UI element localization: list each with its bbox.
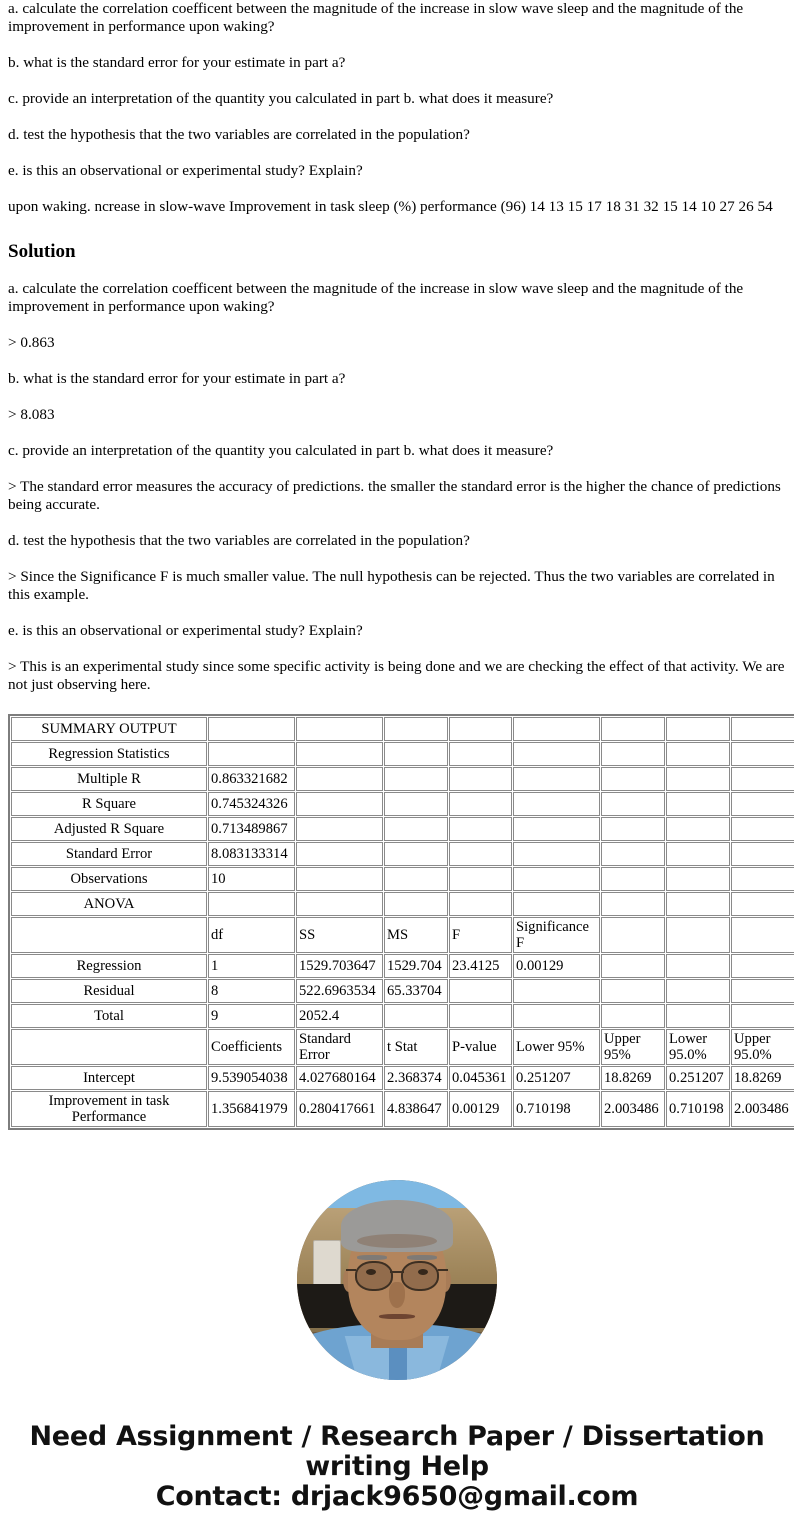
solution-answer-c: > The standard error measures the accuracy of predictions. the smaller the standard error is the higher the chance of predictions being accurate. bbox=[8, 478, 781, 514]
table-cell bbox=[384, 1004, 448, 1028]
table-cell: 1.356841979 bbox=[208, 1091, 295, 1127]
table-cell: 2.003486 bbox=[731, 1091, 794, 1127]
table-row-label: Regression Statistics bbox=[11, 742, 207, 766]
table-cell: 0.251207 bbox=[666, 1066, 730, 1090]
table-cell bbox=[731, 979, 794, 1003]
table-cell: 2.368374 bbox=[384, 1066, 448, 1090]
table-cell bbox=[384, 842, 448, 866]
table-cell bbox=[666, 817, 730, 841]
table-cell bbox=[449, 842, 512, 866]
table-cell: 9 bbox=[208, 1004, 295, 1028]
solution-question-e: e. is this an observational or experimental study? Explain? bbox=[8, 621, 363, 639]
table-cell: 0.280417661 bbox=[296, 1091, 383, 1127]
table-cell bbox=[666, 717, 730, 741]
table-cell bbox=[513, 817, 600, 841]
table-row bbox=[11, 867, 794, 891]
avatar-glasses-lens-right bbox=[401, 1261, 439, 1291]
table-cell bbox=[666, 742, 730, 766]
table-cell: 8 bbox=[208, 979, 295, 1003]
table-cell: 0.045361 bbox=[449, 1066, 512, 1090]
table-row bbox=[11, 979, 794, 1003]
table-row-label: Intercept bbox=[11, 1066, 207, 1090]
solution-answer-e: > This is an experimental study since some specific activity is being done and we are checking the effect of that activity. We are not just observing here. bbox=[8, 657, 785, 693]
table-cell bbox=[513, 979, 600, 1003]
table-row-label: SUMMARY OUTPUT bbox=[11, 717, 207, 741]
table-cell: t Stat bbox=[384, 1029, 448, 1065]
table-cell bbox=[513, 867, 600, 891]
table-cell bbox=[513, 717, 600, 741]
table-cell bbox=[449, 742, 512, 766]
table-row bbox=[11, 892, 794, 916]
table-cell: Coefficients bbox=[208, 1029, 295, 1065]
table-cell: 0.863321682 bbox=[208, 767, 295, 791]
table-cell bbox=[513, 792, 600, 816]
table-row-label: Regression bbox=[11, 954, 207, 978]
table-cell: SS bbox=[296, 917, 383, 953]
table-cell bbox=[731, 842, 794, 866]
table-cell bbox=[513, 742, 600, 766]
table-cell: MS bbox=[384, 917, 448, 953]
table-cell bbox=[666, 954, 730, 978]
table-row-label: Residual bbox=[11, 979, 207, 1003]
table-cell bbox=[731, 1004, 794, 1028]
solution-question-c: c. provide an interpretation of the quantity you calculated in part b. what does it measure? bbox=[8, 442, 554, 460]
table-cell bbox=[513, 767, 600, 791]
table-cell bbox=[601, 717, 665, 741]
table-cell bbox=[666, 867, 730, 891]
table-cell: 0.745324326 bbox=[208, 792, 295, 816]
table-cell bbox=[296, 892, 383, 916]
table-cell bbox=[296, 717, 383, 741]
table-cell: 0.710198 bbox=[666, 1091, 730, 1127]
table-row bbox=[11, 792, 794, 816]
table-cell: 0.713489867 bbox=[208, 817, 295, 841]
avatar-glasses-bridge bbox=[390, 1271, 404, 1273]
table-cell: 0.00129 bbox=[449, 1091, 512, 1127]
table-row-label: ANOVA bbox=[11, 892, 207, 916]
table-cell bbox=[601, 742, 665, 766]
table-row bbox=[11, 1004, 794, 1028]
table-row-label: Total bbox=[11, 1004, 207, 1028]
table-cell bbox=[449, 717, 512, 741]
avatar-tie bbox=[389, 1348, 407, 1380]
table-cell: 65.33704 bbox=[384, 979, 448, 1003]
table-cell: 2052.4 bbox=[296, 1004, 383, 1028]
table-cell: 4.838647 bbox=[384, 1091, 448, 1127]
solution-answer-b: > 8.083 bbox=[8, 406, 55, 424]
table-cell bbox=[449, 892, 512, 916]
table-cell bbox=[731, 892, 794, 916]
table-cell bbox=[208, 717, 295, 741]
table-cell bbox=[384, 742, 448, 766]
table-cell bbox=[601, 792, 665, 816]
table-cell: 10 bbox=[208, 867, 295, 891]
table-row-label: Improvement in task Performance bbox=[11, 1091, 207, 1127]
table-cell: 23.4125 bbox=[449, 954, 512, 978]
dataset-paragraph: upon waking. ncrease in slow-wave Improvement in task sleep (%) performance (96) 14 13 15 17 18 31 32 15 14 10 27 26 54 bbox=[8, 197, 773, 215]
table-cell bbox=[731, 917, 794, 953]
table-cell bbox=[731, 717, 794, 741]
table-cell bbox=[296, 792, 383, 816]
table-cell bbox=[384, 867, 448, 891]
avatar-glasses-temple-right bbox=[438, 1269, 448, 1271]
table-cell bbox=[731, 867, 794, 891]
table-row bbox=[11, 954, 794, 978]
avatar-nose bbox=[389, 1282, 405, 1308]
avatar-container bbox=[0, 1180, 794, 1380]
solution-question-b: b. what is the standard error for your estimate in part a? bbox=[8, 370, 346, 388]
table-cell bbox=[449, 767, 512, 791]
table-cell bbox=[601, 1004, 665, 1028]
table-cell bbox=[731, 954, 794, 978]
table-cell: 522.6963534 bbox=[296, 979, 383, 1003]
table-cell: Standard Error bbox=[296, 1029, 383, 1065]
table-row-label: R Square bbox=[11, 792, 207, 816]
avatar-eyebrow-left bbox=[357, 1255, 387, 1260]
table-cell: F bbox=[449, 917, 512, 953]
table-cell bbox=[296, 817, 383, 841]
table-row bbox=[11, 917, 794, 953]
table-cell bbox=[384, 892, 448, 916]
table-cell: 1529.704 bbox=[384, 954, 448, 978]
avatar-glasses-lens-left bbox=[355, 1261, 393, 1291]
table-cell bbox=[601, 867, 665, 891]
table-cell bbox=[384, 817, 448, 841]
avatar-forehead-shadow bbox=[357, 1234, 437, 1248]
avatar-glasses-temple-left bbox=[346, 1269, 356, 1271]
avatar-mouth bbox=[379, 1314, 415, 1319]
solution-heading: Solution bbox=[8, 240, 76, 262]
avatar-background-switch bbox=[313, 1240, 341, 1286]
question-c: c. provide an interpretation of the quantity you calculated in part b. what does it measure? bbox=[8, 89, 554, 107]
table-row bbox=[11, 842, 794, 866]
question-d: d. test the hypothesis that the two variables are correlated in the population? bbox=[8, 125, 470, 143]
table-cell bbox=[666, 842, 730, 866]
table-cell bbox=[601, 979, 665, 1003]
questions-section bbox=[0, 0, 794, 216]
table-cell: 1 bbox=[208, 954, 295, 978]
table-cell: P-value bbox=[449, 1029, 512, 1065]
table-cell: Upper 95.0% bbox=[731, 1029, 794, 1065]
table-cell: 0.251207 bbox=[513, 1066, 600, 1090]
table-cell: 1529.703647 bbox=[296, 954, 383, 978]
table-cell: 8.083133314 bbox=[208, 842, 295, 866]
regression-table-body bbox=[11, 717, 794, 1127]
table-cell bbox=[666, 917, 730, 953]
table-cell bbox=[601, 954, 665, 978]
footer-contact-email: Contact: drjack9650@gmail.com bbox=[155, 1481, 639, 1513]
avatar-eyebrow-right bbox=[407, 1255, 437, 1260]
table-cell bbox=[449, 867, 512, 891]
table-cell bbox=[208, 742, 295, 766]
table-row bbox=[11, 817, 794, 841]
table-cell bbox=[513, 842, 600, 866]
table-cell bbox=[513, 1004, 600, 1028]
table-cell bbox=[731, 767, 794, 791]
table-row-label: Adjusted R Square bbox=[11, 817, 207, 841]
table-cell bbox=[601, 892, 665, 916]
table-cell bbox=[208, 892, 295, 916]
table-row bbox=[11, 1029, 794, 1065]
table-cell bbox=[449, 1004, 512, 1028]
table-row-label: Standard Error bbox=[11, 842, 207, 866]
table-cell bbox=[513, 892, 600, 916]
table-row-label: Observations bbox=[11, 867, 207, 891]
table-cell bbox=[601, 842, 665, 866]
table-cell: 0.710198 bbox=[513, 1091, 600, 1127]
table-row bbox=[11, 742, 794, 766]
solution-section bbox=[0, 242, 794, 694]
table-cell: Lower 95% bbox=[513, 1029, 600, 1065]
footer-line-1: Need Assignment / Research Paper / Dissertation bbox=[29, 1420, 765, 1452]
table-cell bbox=[666, 1004, 730, 1028]
regression-output-table bbox=[8, 714, 794, 1130]
table-cell: Significance F bbox=[513, 917, 600, 953]
table-cell: Lower 95.0% bbox=[666, 1029, 730, 1065]
table-cell bbox=[384, 767, 448, 791]
table-cell bbox=[449, 792, 512, 816]
question-b: b. what is the standard error for your estimate in part a? bbox=[8, 53, 346, 71]
table-row-label bbox=[11, 1029, 207, 1065]
footer-promo bbox=[0, 1422, 794, 1531]
solution-answer-d: > Since the Significance F is much smaller value. The null hypothesis can be rejected. Thus the two variables are correlated in this example. bbox=[8, 567, 775, 603]
table-cell: 4.027680164 bbox=[296, 1066, 383, 1090]
table-row bbox=[11, 717, 794, 741]
table-cell bbox=[296, 867, 383, 891]
table-cell: 9.539054038 bbox=[208, 1066, 295, 1090]
table-cell bbox=[449, 979, 512, 1003]
table-cell bbox=[601, 767, 665, 791]
solution-question-a: a. calculate the correlation coefficent between the magnitude of the increase in slow wave sleep and the magnitude of the improvement in performance upon waking? bbox=[8, 280, 744, 316]
table-cell: 2.003486 bbox=[601, 1091, 665, 1127]
table-cell bbox=[384, 792, 448, 816]
table-cell bbox=[601, 917, 665, 953]
table-cell: df bbox=[208, 917, 295, 953]
footer-line-2: writing Help bbox=[305, 1451, 489, 1483]
table-row bbox=[11, 1091, 794, 1127]
table-spacer bbox=[0, 694, 794, 714]
table-cell bbox=[731, 742, 794, 766]
question-a: a. calculate the correlation coefficent between the magnitude of the increase in slow wave sleep and the magnitude of the improvement in performance upon waking? bbox=[8, 0, 744, 35]
table-cell bbox=[296, 742, 383, 766]
table-cell bbox=[384, 717, 448, 741]
table-cell bbox=[666, 892, 730, 916]
table-row bbox=[11, 767, 794, 791]
solution-question-d: d. test the hypothesis that the two variables are correlated in the population? bbox=[8, 531, 470, 549]
table-cell: 0.00129 bbox=[513, 954, 600, 978]
table-row-label bbox=[11, 917, 207, 953]
table-cell bbox=[449, 817, 512, 841]
table-row bbox=[11, 1066, 794, 1090]
table-cell bbox=[731, 817, 794, 841]
table-cell bbox=[296, 842, 383, 866]
avatar bbox=[297, 1180, 497, 1380]
table-cell: 18.8269 bbox=[601, 1066, 665, 1090]
table-cell: Upper 95% bbox=[601, 1029, 665, 1065]
table-cell bbox=[731, 792, 794, 816]
table-cell bbox=[296, 767, 383, 791]
table-cell: 18.8269 bbox=[731, 1066, 794, 1090]
table-cell bbox=[666, 979, 730, 1003]
solution-answer-a: > 0.863 bbox=[8, 334, 55, 352]
table-cell bbox=[666, 767, 730, 791]
table-row-label: Multiple R bbox=[11, 767, 207, 791]
table-cell bbox=[601, 817, 665, 841]
question-e: e. is this an observational or experimental study? Explain? bbox=[8, 161, 363, 179]
table-cell bbox=[666, 792, 730, 816]
